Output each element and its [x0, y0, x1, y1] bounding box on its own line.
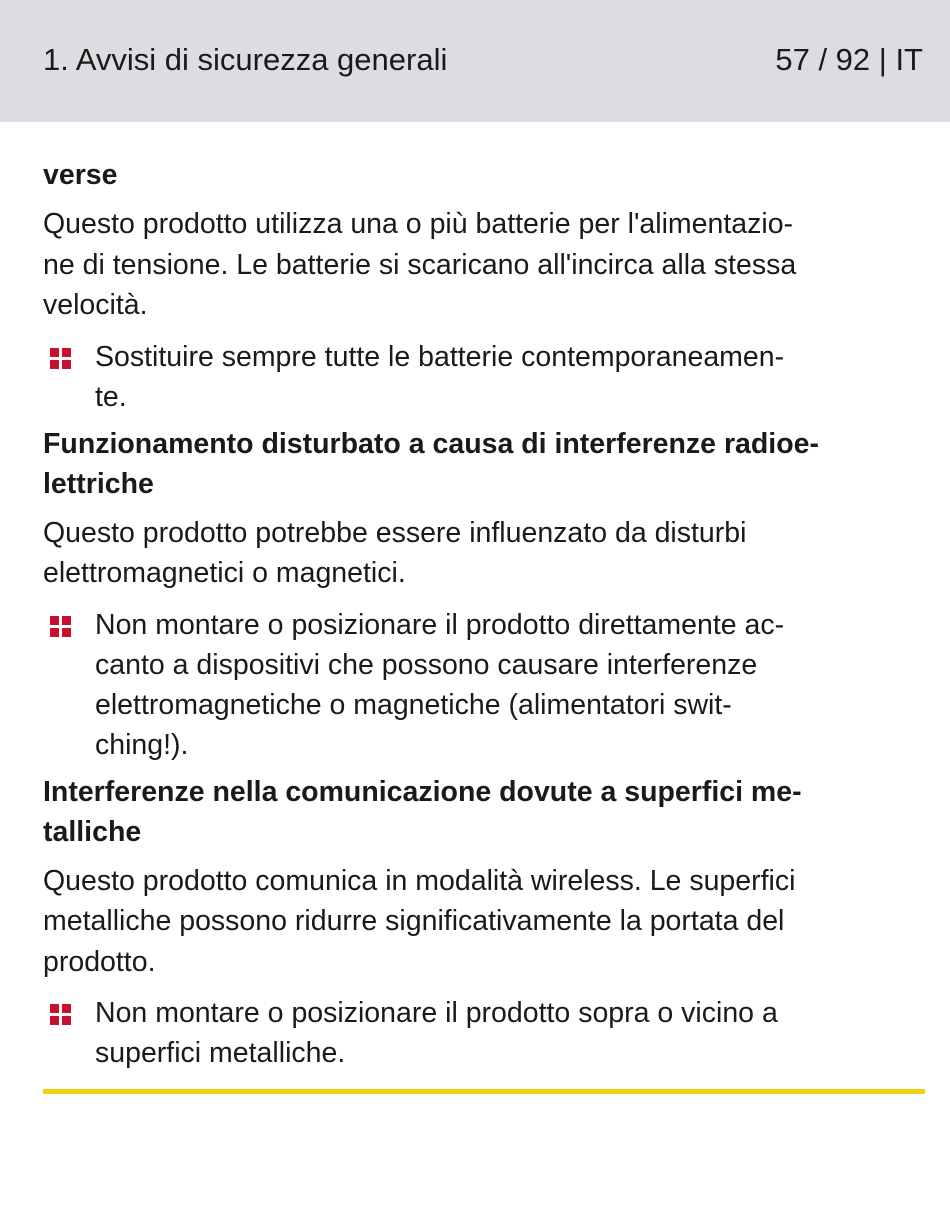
- section-heading: [43, 772, 925, 852]
- four-squares-bullet-icon: [50, 1004, 71, 1025]
- bullet-item: [43, 605, 925, 765]
- bullet-line: elettromagnetiche o magnetiche (alimentatori swit-: [95, 688, 732, 721]
- section-heading: [43, 424, 925, 504]
- document-body: [43, 155, 925, 1080]
- bullet-line: canto a dispositivi che possono causare interferenze: [95, 648, 758, 681]
- heading-line: talliche: [43, 815, 142, 848]
- bullet-item: [43, 337, 925, 417]
- four-squares-bullet-icon: [50, 616, 71, 637]
- paragraph-line: Questo prodotto utilizza una o più batterie per l'alimentazio-: [43, 208, 794, 240]
- bullet-line: ching!).: [95, 728, 189, 761]
- paragraph-line: Questo prodotto potrebbe essere influenzato da disturbi: [43, 516, 747, 549]
- heading-line: Funzionamento disturbato a causa di interferenze radioe-: [43, 427, 819, 460]
- bullet-item: [43, 993, 925, 1073]
- paragraph-line: prodotto.: [43, 945, 156, 978]
- paragraph-line: Questo prodotto comunica in modalità wireless. Le superfici: [43, 864, 796, 897]
- bullet-line: Non montare o posizionare il prodotto sopra o vicino a: [95, 997, 778, 1029]
- heading-line: verse: [43, 159, 118, 191]
- bullet-line: te.: [95, 380, 127, 413]
- chapter-title: 1. Avvisi di sicurezza generali: [43, 42, 448, 77]
- bullet-line: Sostituire sempre tutte le batterie contemporaneamen-: [95, 340, 785, 373]
- paragraph-line: velocità.: [43, 289, 148, 321]
- section-heading: [43, 155, 925, 195]
- section-divider-rule: [43, 1089, 925, 1094]
- heading-line: lettriche: [43, 467, 154, 500]
- heading-line: Interferenze nella comunicazione dovute a superfici me-: [43, 775, 802, 808]
- section-paragraph: [43, 861, 925, 983]
- page-header: [0, 0, 950, 122]
- paragraph-line: elettromagnetici o magnetici.: [43, 557, 406, 589]
- section-paragraph: [43, 204, 925, 326]
- paragraph-line: metalliche possono ridurre significativamente la portata del: [43, 905, 785, 937]
- bullet-line: Non montare o posizionare il prodotto direttamente ac-: [95, 608, 785, 641]
- page-number: 57 / 92 | IT: [775, 42, 923, 77]
- bullet-line: superfici metalliche.: [95, 1037, 346, 1069]
- section-paragraph: [43, 513, 925, 594]
- four-squares-bullet-icon: [50, 348, 71, 369]
- paragraph-line: ne di tensione. Le batterie si scaricano all'incirca alla stessa: [43, 248, 797, 281]
